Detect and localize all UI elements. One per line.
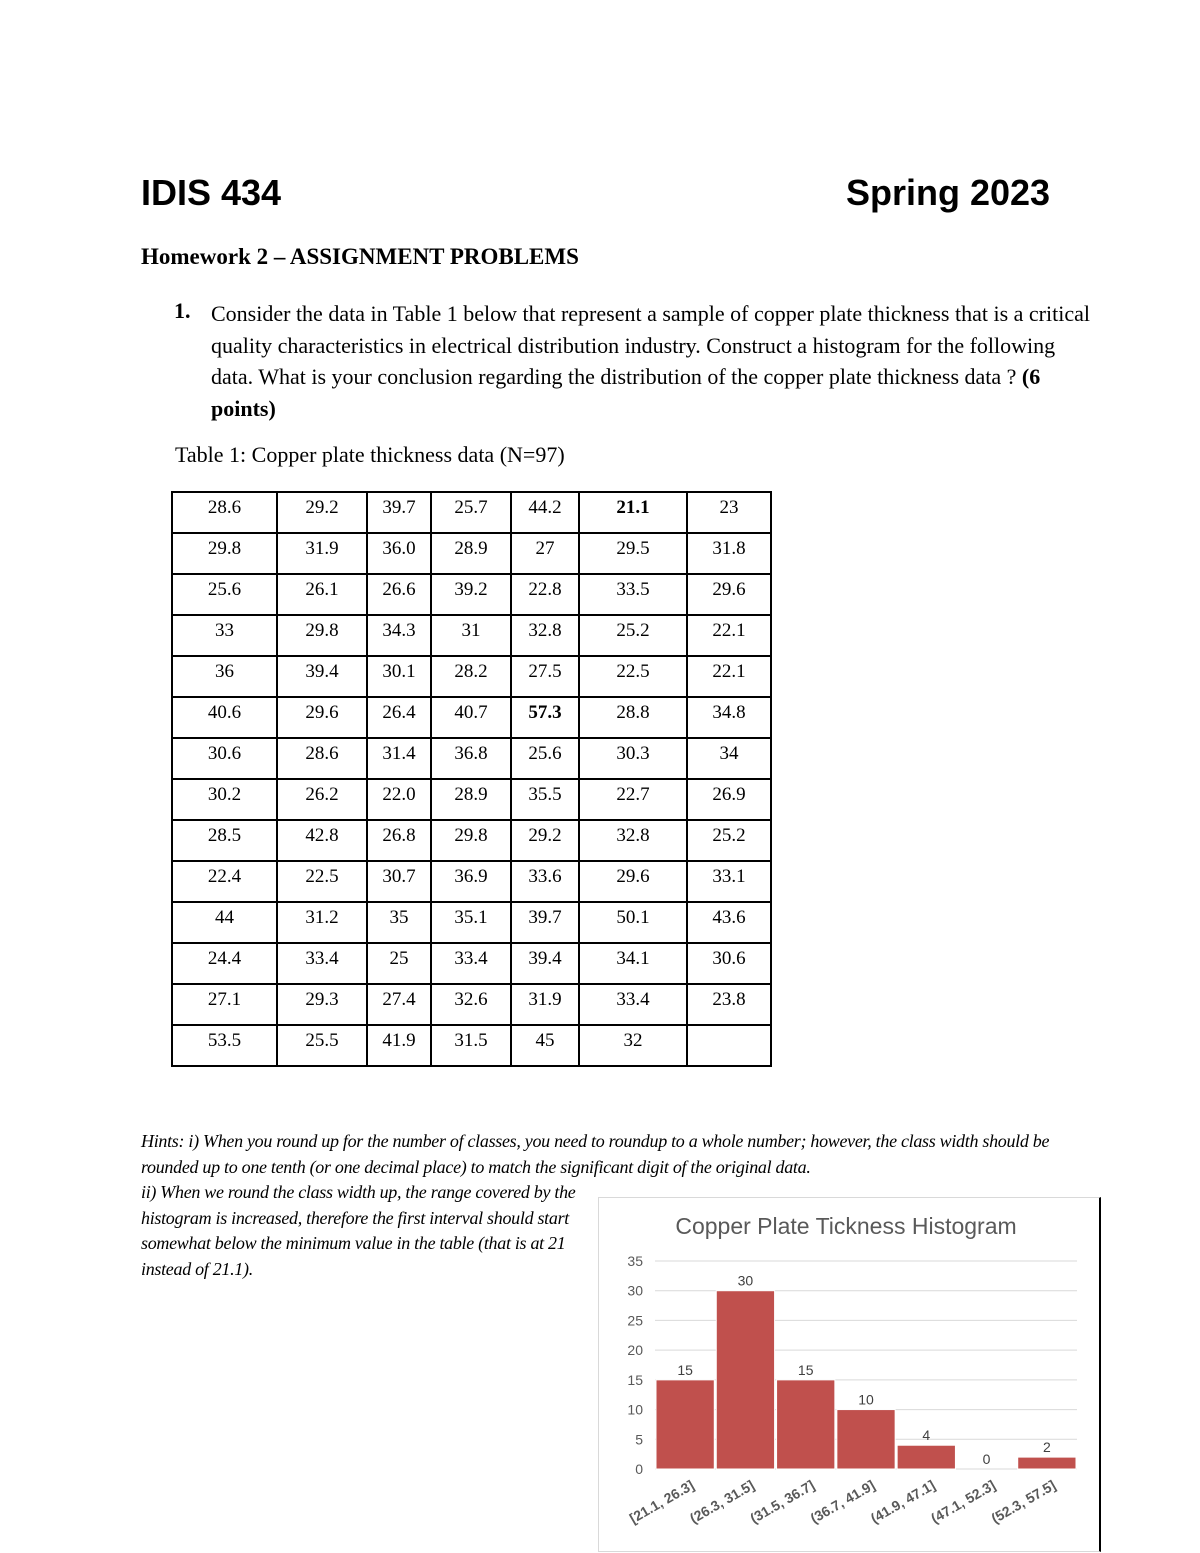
table-row xyxy=(172,492,771,533)
table-row xyxy=(172,902,771,943)
table-cell: 32.8 xyxy=(579,820,687,861)
table-cell: 28.8 xyxy=(579,697,687,738)
table-cell: 28.6 xyxy=(172,492,277,533)
table-cell: 25.5 xyxy=(277,1025,367,1066)
table-cell: 33.5 xyxy=(579,574,687,615)
histogram-bar xyxy=(1018,1457,1076,1469)
table-cell xyxy=(687,1025,771,1066)
table-row xyxy=(172,656,771,697)
table-cell: 31.4 xyxy=(367,738,431,779)
problem-text xyxy=(211,298,1091,424)
table-cell: 34.3 xyxy=(367,615,431,656)
table-cell: 29.8 xyxy=(172,533,277,574)
table-cell: 23.8 xyxy=(687,984,771,1025)
problem-body: Consider the data in Table 1 below that represent a sample of copper plate thickness that is a critical quality characteristics in electrical distribution industry. Construct a histogram for the following data. What is your conclusion regarding the distribution of the copper plate thickness data ? xyxy=(211,301,1090,389)
table-caption: Table 1: Copper plate thickness data (N=97) xyxy=(175,442,565,467)
table-cell: 45 xyxy=(511,1025,579,1066)
bar-value-label: 2 xyxy=(1042,1439,1051,1456)
table-cell: 22.0 xyxy=(367,779,431,820)
problem-number: 1. xyxy=(174,298,191,323)
table-row xyxy=(172,533,771,574)
table-cell: 22.1 xyxy=(687,656,771,697)
table-body xyxy=(172,492,771,1066)
table-cell: 26.4 xyxy=(367,697,431,738)
table-cell: 30.1 xyxy=(367,656,431,697)
thickness-data-table xyxy=(171,491,772,1067)
y-tick-label: 30 xyxy=(627,1282,643,1299)
bar-value-label: 4 xyxy=(922,1427,931,1444)
table-cell: 25.7 xyxy=(431,492,511,533)
table-cell: 29.8 xyxy=(431,820,511,861)
bar-value-label: 0 xyxy=(982,1451,991,1467)
table-cell: 35 xyxy=(367,902,431,943)
problem-points: (6 points) xyxy=(211,364,1041,421)
x-category-label: [21.1, 26.3] xyxy=(626,1476,697,1527)
y-tick-label: 10 xyxy=(627,1401,643,1418)
term-title: Spring 2023 xyxy=(846,172,1051,213)
table-cell: 31.8 xyxy=(687,533,771,574)
table-cell: 25.6 xyxy=(172,574,277,615)
table-cell: 27.1 xyxy=(172,984,277,1025)
x-category-label: (31.5, 36.7] xyxy=(747,1476,818,1527)
table-cell: 25.2 xyxy=(687,820,771,861)
table-cell: 32 xyxy=(579,1025,687,1066)
table-cell: 34.1 xyxy=(579,943,687,984)
table-cell: 25 xyxy=(367,943,431,984)
table-cell: 27 xyxy=(511,533,579,574)
y-tick-label: 15 xyxy=(627,1371,643,1388)
table-cell: 30.3 xyxy=(579,738,687,779)
table-cell: 28.6 xyxy=(277,738,367,779)
table-row xyxy=(172,738,771,779)
table-cell: 57.3 xyxy=(511,697,579,738)
table-row xyxy=(172,574,771,615)
table-cell: 26.6 xyxy=(367,574,431,615)
table-row xyxy=(172,779,771,820)
table-cell: 31.5 xyxy=(431,1025,511,1066)
table-cell: 28.9 xyxy=(431,533,511,574)
bar-value-label: 30 xyxy=(737,1272,754,1289)
bar-value-label: 15 xyxy=(677,1361,693,1378)
table-cell: 25.6 xyxy=(511,738,579,779)
table-cell: 30.6 xyxy=(687,943,771,984)
table-cell: 22.7 xyxy=(579,779,687,820)
table-cell: 21.1 xyxy=(579,492,687,533)
y-tick-label: 25 xyxy=(627,1312,643,1329)
chart-title: Copper Plate Tickness Histogram xyxy=(675,1213,1017,1239)
table-cell: 31 xyxy=(431,615,511,656)
table-cell: 22.1 xyxy=(687,615,771,656)
table-row xyxy=(172,697,771,738)
hints-line-1: Hints: i) When you round up for the number of classes, you need to roundup to a whole number; however, the class width should be rounded up to one tenth (or one decimal place) to match the significant digit of the original data. xyxy=(141,1131,1050,1177)
histogram-bar xyxy=(837,1410,895,1469)
table-cell: 23 xyxy=(687,492,771,533)
table-cell: 32.8 xyxy=(511,615,579,656)
table-cell: 29.3 xyxy=(277,984,367,1025)
x-category-label: (26.3, 31.5] xyxy=(686,1476,757,1527)
bar-value-label: 15 xyxy=(797,1361,814,1378)
table-cell: 30.2 xyxy=(172,779,277,820)
table-cell: 36.9 xyxy=(431,861,511,902)
table-cell: 33.4 xyxy=(579,984,687,1025)
hints-line-2: ii) When we round the class width up, the range covered by the histogram is increased, therefore the first interval should start somewhat below the minimum value in the table (that is at 21 instead of 21.1). xyxy=(141,1182,576,1280)
y-tick-label: 20 xyxy=(627,1342,643,1359)
table-cell: 39.7 xyxy=(367,492,431,533)
table-cell: 39.7 xyxy=(511,902,579,943)
table-cell: 33.4 xyxy=(431,943,511,984)
bar-value-label: 10 xyxy=(858,1391,874,1408)
table-cell: 50.1 xyxy=(579,902,687,943)
table-cell: 33.6 xyxy=(511,861,579,902)
table-cell: 33.4 xyxy=(277,943,367,984)
table-cell: 22.4 xyxy=(172,861,277,902)
table-cell: 26.1 xyxy=(277,574,367,615)
table-cell: 39.4 xyxy=(511,943,579,984)
table-cell: 25.2 xyxy=(579,615,687,656)
table-cell: 33 xyxy=(172,615,277,656)
table-cell: 36 xyxy=(172,656,277,697)
table-cell: 29.6 xyxy=(687,574,771,615)
table-cell: 29.5 xyxy=(579,533,687,574)
table-cell: 24.4 xyxy=(172,943,277,984)
table-cell: 34.8 xyxy=(687,697,771,738)
table-cell: 27.5 xyxy=(511,656,579,697)
histogram-bar xyxy=(777,1380,835,1469)
table-cell: 29.2 xyxy=(511,820,579,861)
table-cell: 31.2 xyxy=(277,902,367,943)
x-category-label: (52.3, 57.5] xyxy=(988,1476,1059,1527)
course-title: IDIS 434 xyxy=(141,172,282,213)
table-cell: 28.5 xyxy=(172,820,277,861)
table-cell: 33.1 xyxy=(687,861,771,902)
table-cell: 29.6 xyxy=(579,861,687,902)
histogram-bar xyxy=(897,1445,955,1469)
table-cell: 31.9 xyxy=(511,984,579,1025)
y-tick-label: 0 xyxy=(635,1461,643,1477)
y-tick-label: 35 xyxy=(627,1253,643,1269)
table-cell: 40.7 xyxy=(431,697,511,738)
table-cell: 26.2 xyxy=(277,779,367,820)
table-cell: 27.4 xyxy=(367,984,431,1025)
x-category-label: (47.1, 52.3] xyxy=(928,1476,999,1527)
table-cell: 26.9 xyxy=(687,779,771,820)
histogram-svg xyxy=(599,1198,1099,1551)
table-cell: 22.5 xyxy=(579,656,687,697)
table-row xyxy=(172,1025,771,1066)
histogram-bar xyxy=(716,1291,774,1469)
table-cell: 30.6 xyxy=(172,738,277,779)
histogram-bar xyxy=(656,1380,714,1469)
table-cell: 53.5 xyxy=(172,1025,277,1066)
table-cell: 36.0 xyxy=(367,533,431,574)
table-cell: 42.8 xyxy=(277,820,367,861)
table-cell: 32.6 xyxy=(431,984,511,1025)
table-cell: 22.5 xyxy=(277,861,367,902)
table-cell: 29.2 xyxy=(277,492,367,533)
table-cell: 34 xyxy=(687,738,771,779)
table-cell: 22.8 xyxy=(511,574,579,615)
table-cell: 35.5 xyxy=(511,779,579,820)
table-row xyxy=(172,861,771,902)
table-cell: 43.6 xyxy=(687,902,771,943)
table-cell: 29.8 xyxy=(277,615,367,656)
table-cell: 44 xyxy=(172,902,277,943)
homework-title: Homework 2 – ASSIGNMENT PROBLEMS xyxy=(141,244,579,269)
histogram-chart xyxy=(598,1197,1101,1552)
table-cell: 28.9 xyxy=(431,779,511,820)
table-cell: 40.6 xyxy=(172,697,277,738)
table-cell: 29.6 xyxy=(277,697,367,738)
table-row xyxy=(172,984,771,1025)
table-cell: 31.9 xyxy=(277,533,367,574)
x-category-label: (36.7, 41.9] xyxy=(807,1476,878,1527)
table-row xyxy=(172,615,771,656)
table-cell: 26.8 xyxy=(367,820,431,861)
table-row xyxy=(172,820,771,861)
table-cell: 35.1 xyxy=(431,902,511,943)
table-cell: 44.2 xyxy=(511,492,579,533)
table-cell: 28.2 xyxy=(431,656,511,697)
table-cell: 36.8 xyxy=(431,738,511,779)
table-cell: 39.2 xyxy=(431,574,511,615)
y-tick-label: 5 xyxy=(635,1431,643,1448)
table-cell: 39.4 xyxy=(277,656,367,697)
table-cell: 30.7 xyxy=(367,861,431,902)
table-row xyxy=(172,943,771,984)
table-cell: 41.9 xyxy=(367,1025,431,1066)
x-category-label: (41.9, 47.1] xyxy=(867,1476,938,1527)
